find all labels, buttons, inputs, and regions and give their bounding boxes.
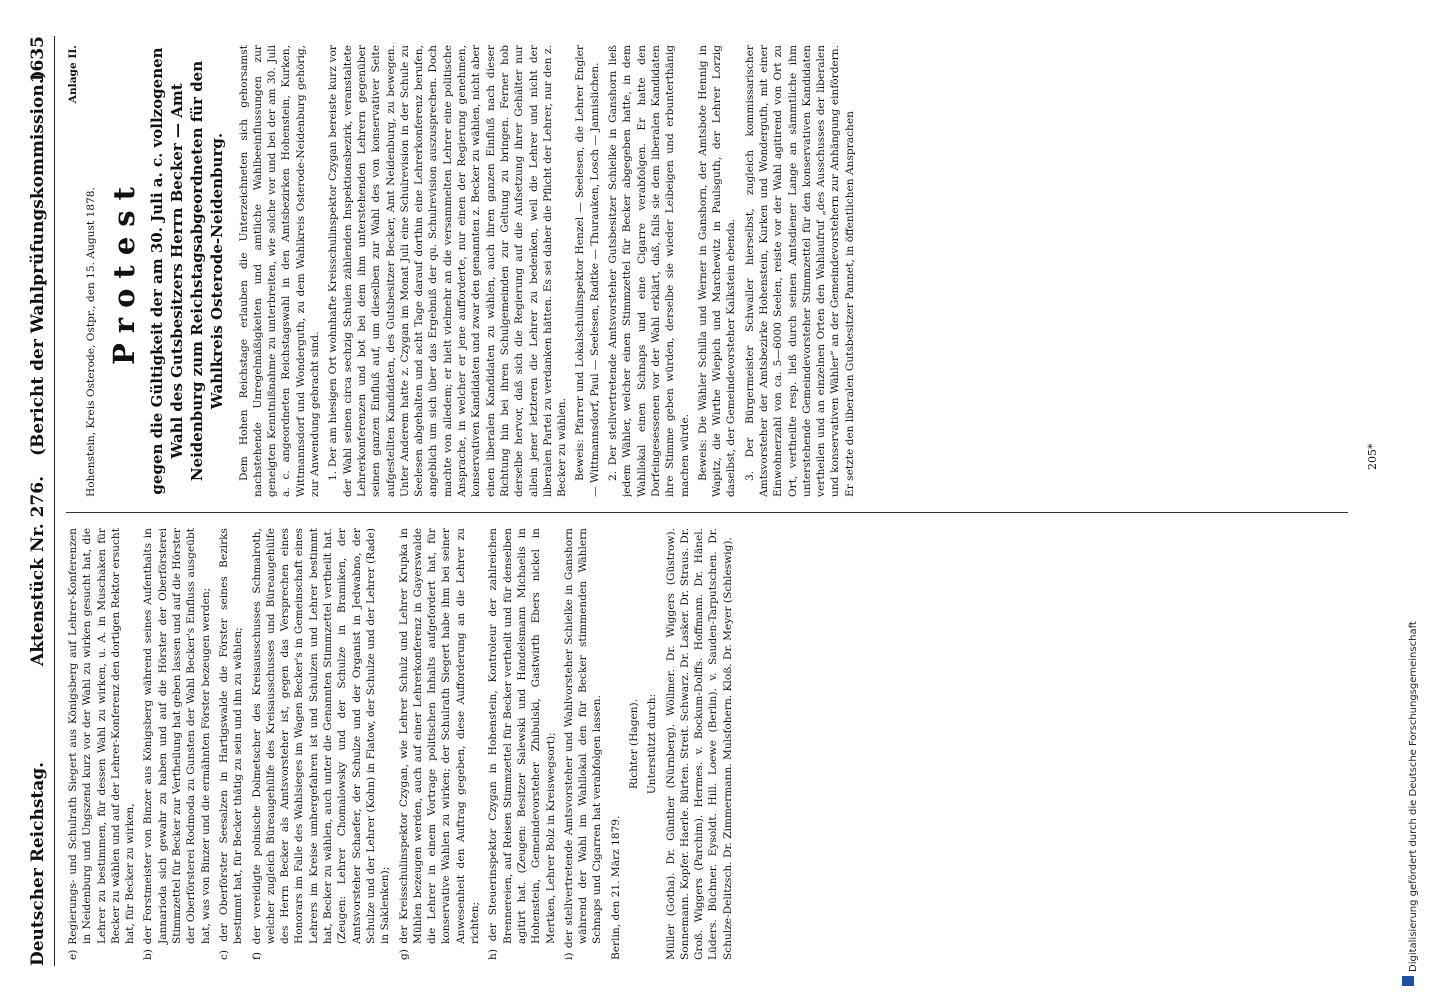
list-item: b) der Forstmeister von Binzer aus Königsberg während seines Aufenthalts in Jannarioda sich gewahr zu haben und auf die Hörster der Oberförsterei Stimmzettel für Becker zur Vertheilung hat geben lassen und auf die Hörster der Oberförsterei Rodmoda zu Gunsten der Wahl Becker's Einfluss ausgeübt hat, was von Binzer und die ermähnten Förster bezeugen werden; [142, 528, 212, 960]
supporter-names: Müller (Gotha). Dr. Günther (Nürnberg). Wöllmer. Dr. Wiggers (Güstrow). Sonnemann. Kopfer. Haerle. Bürten. Streit. Schwarz. Dr. Lasker. Dr. Straus. Dr. Groß. Wiggers (Parchim). Hermes. v. Bockum-Dolffs. Hoffmann. Dr. Hänel. Lüders. Büchner. Eysoldt. Hill. Loewe (Berlin). v. Sauden-Tarputschen. Dr. Schulze-Delitzsch. Dr. Zimmermann. Mulsfohern. Kloß. Dr. Meyer (Schleswig). [664, 528, 734, 960]
signature-mark: 205* [1366, 443, 1379, 470]
header-center: Aktenstück Nr. 276. [28, 475, 48, 666]
header-right: (Bericht der Wahlprüfungskommission.) [28, 70, 48, 456]
paragraph: 1. Der am hiesigen Ort wohnhafte Kreisschulinspektor Czygan bereiste kurz vor der Wahl seinen circa sechzig Schulen zählenden Inspektionsbezirk, veranstaltete Lehrerkonferenzen und bot bei dem ihm unterstehenden Lehrern gegenüber seinen ganzen Einfluß auf, um dieselben zur Wahl des von konservativer Seite aufgestellten Kandidaten, des Gutsbesitzer Becker, Amt Neidenburg, zu bewegen. Unter Anderem hatte z. Czygan im Monat Juli eine Schulrevision in der Schule zu Seelesen abgehalten und acht Tage darauf dorthin eine Lehrerkonferenz berufen, angeblich um sich über das Ergebniß der qu. Schulrevision auszusprechen. Doch machte von alledem; er hielt vielmehr an die versammelten Lehrer eine politische Ansprache, in welcher er jene aufforderte, nur einen der Regierung genehmen, konservativen Kandidaten und zwar den genannten z. Becker zu wählen, nicht aber einen liberalen Kandidaten zu wählen, auch ihren ganzen Einfluß nach dieser Richtung hin bei ihren Schulgemeinden zur Geltung zu bringen. Ferner hob derselbe hervor, daß sich die Regierung auf die Aufsetzung ihrer Gehälter nur allein jener letzteren die Lehrer zu bedenken, weil die Lehrer und nicht der liberalen Partei zu verdanken hätten. Es sei daher die Pflicht der Lehrer, nur den z. Becker zu wählen. [327, 45, 569, 497]
left-column [66, 528, 1348, 960]
column-divider [66, 512, 1348, 513]
paragraph: Beweis: Die Wähler Schilla und Werner in Ganshorn, der Amtsbote Hennig in Wapitz, die Wirthe Wiepich und Marchewitz in Paulsguth, der Lehrer Lorzig daselbst, der Gemeindevorsteher Kalkstein ebenda. [696, 45, 738, 497]
list-item: e) Regierungs- und Schulrath Siegert aus Königsberg auf Lehrer-Konferenzen in Neidenburg und Ungszend kurz vor der Wahl zu wirken gesucht hat, die Lehrer zu bestimmen, für dessen Wahl zu wirken, u. A. in Muschaken für Becker zu wählen und auf der Lehrer-Konferenz den dortigen Rektor ersucht hat, für Becker zu wirken, [67, 528, 137, 960]
annex-label: Anlage II. [67, 45, 79, 104]
dfg-logo [1402, 976, 1414, 986]
credit-text: Digitalisierung gefördert durch die Deutsche Forschungsgemeinschaft [1408, 621, 1419, 972]
supported-by-label: Unterstützt durch: [646, 693, 659, 795]
running-header [24, 36, 55, 966]
protest-title: Protest [106, 177, 141, 365]
dateline: Berlin, den 21. März 1879. [609, 815, 622, 960]
digitization-credit [1338, 10, 1422, 990]
header-left: Deutscher Reichstag. [28, 761, 48, 966]
list-item: c) der Oberförster Seesalzen in Hartigswalde die Förster seines Bezirks bestimmt hat, für Becker thätig zu sein und ihn zu wählen; [217, 528, 245, 960]
paragraph: 3. Der Bürgermeister Schwaller hierselbst, zugleich kommissarischer Amtsvorsteher der Amtsbezirke Hohenstein, Kurken und Wonderguth, mit einer Einwohnerzahl von ca. 5—6000 Seelen, reiste vor der Wahl agitirend von Ort zu Ort, vertheilte resp. ließ durch seinen Amtsdiener Lange an sämmtliche ihm unterstehende Gemeindevorsteher Stimmzettel für den konservativen Kandidaten vertheilen und an einzelnen Orten den Wahlaufruf „des Ausschusses der liberalen und konservativen Wähler“ an der Gemeindevorstehern zur Anhängung einfördern. Er setzte den liberalen Gutsbesitzer Pannet, in öffentlichen Ansprachen [743, 45, 856, 497]
protest-subtitle: gegen die Gültigkeit der am 30. Juli a. c. vollzogenen Wahl des Gutsbesitzers Herrn Becker — Amt Neidenburg zum Reichstagsabgeordneten für den Wahlkreis Osterode-Neidenburg. [147, 47, 226, 495]
signer: Richter (Hagen). [627, 698, 640, 790]
right-column [66, 45, 1348, 497]
paragraph: 2. Der stellvertretende Amtsvorsteher Gutsbesitzer Schielke in Ganshorn ließ jedem Wähler, welcher einen Stimmzettel für Becker abgegeben hatte, in dem Wahllokal einen Schnaps und eine Cigarre verabfolgen. Er hatte den Dorfeingesessenen vor der Wahl erklärt, daß, falls sie dem liberalen Kandidaten ihre Stimme geben würden, derselbe sie wieder Leibeigen und erbunterthänig machen würde. [607, 45, 691, 497]
page-number: 1635 [28, 36, 48, 84]
list-item: f) der vereidigte polnische Dolmetscher des Kreisausschusses Schmalroth, welcher zugleich Büreaugehülfe des Kreisausschusses und Büreaugehülfe des Herrn Becker als Amtsvorsteher ist, gegen das Versprechen eines Honorars im Falle des Wahlsieges im Wagen Becker's in Gemeinschaft eines Lehrers im Kreise umhergefahren ist und Schulzen und Lehrer bestimmt hat, Becker zu wählen, auch unter die Genannten Stimmzettel vertheilt hat. (Zeugen: Lehrer Chomalowsky und der Schulze in Bramiken, der Amtsvorsteher Schaefer, der Schulze und der Organist in Jedwabno, der Schulze und der Lehrer (Kohn) in Flatow, der Schulze und der Lehrer (Rade) in Saklenken); [250, 528, 392, 960]
list-item: h) der Steuerinspektor Czygan in Hohenstein, Kontroleur der zahlreichen Brennereien, auf Reisen Stimmzettel für Becker vertheilt und für denselben agitirt hat. (Zeugen: Besitzer Salewski und Handelsmann Michaelis in Hohenstein, Gemeindevorsteher Zhibulski, Gastwirth Ebers nickel in Mertken, Lehrer Bolz in Kreiswegsort); [487, 528, 557, 960]
place-date: Hohenstein, Kreis Osterode, Ostpr., den 15. August 1878. [85, 187, 98, 497]
paragraph: Beweis: Pfarrer und Lokalschulinspektor Henzel — Seelesen, die Lehrer Engler — Wittmannsdorf, Paul — Seelesen, Radtke — Thurauken, Losch — Jannislichen. [574, 45, 601, 497]
paragraph: Dem Hohen Reichstage erlauben die Unterzeichneten sich gehorsamst nachstehende Unregelmäßigkeiten und amtliche Wahlbeeinflussungen zur geneigten Kenntnißnahme zu unterbreiten, wie solche vor und bei der am 30. Juli a. c. angeordneten Reichstagswahl in den Amtsbezirken Hohenstein, Kurken, Wittmannsdorf und Wonderguth, zu dem Wahlkreis Osterode-Neidenburg gehörig, zur Anwendung gebracht sind. [237, 45, 322, 497]
list-item: i) der stellvertretende Amtsvorsteher und Wahlvorsteher Schielke in Ganshorn während der Wahl im Wahllokal den für Becker stimmenden Wählern Schnaps und Cigarren hat verabfolgen lassen. [562, 528, 604, 960]
list-item: g) der Kreisschulinspektor Czygan, wie Lehrer Schulz und Lehrer Krupka in Mühlen bezeugen werden, auch auf einer Lehrerkonferenz in Gayerswalde die Lehrer in einem Vortrage politischen Inhalts aufgefordert hat, für konservative Wahlen zu wirken; der Schulrath Siegert habe ihm bei seiner Anwesenheit den Auftrag gegeben, diese Aufforderung an die Lehrer zu richten; [397, 528, 482, 960]
